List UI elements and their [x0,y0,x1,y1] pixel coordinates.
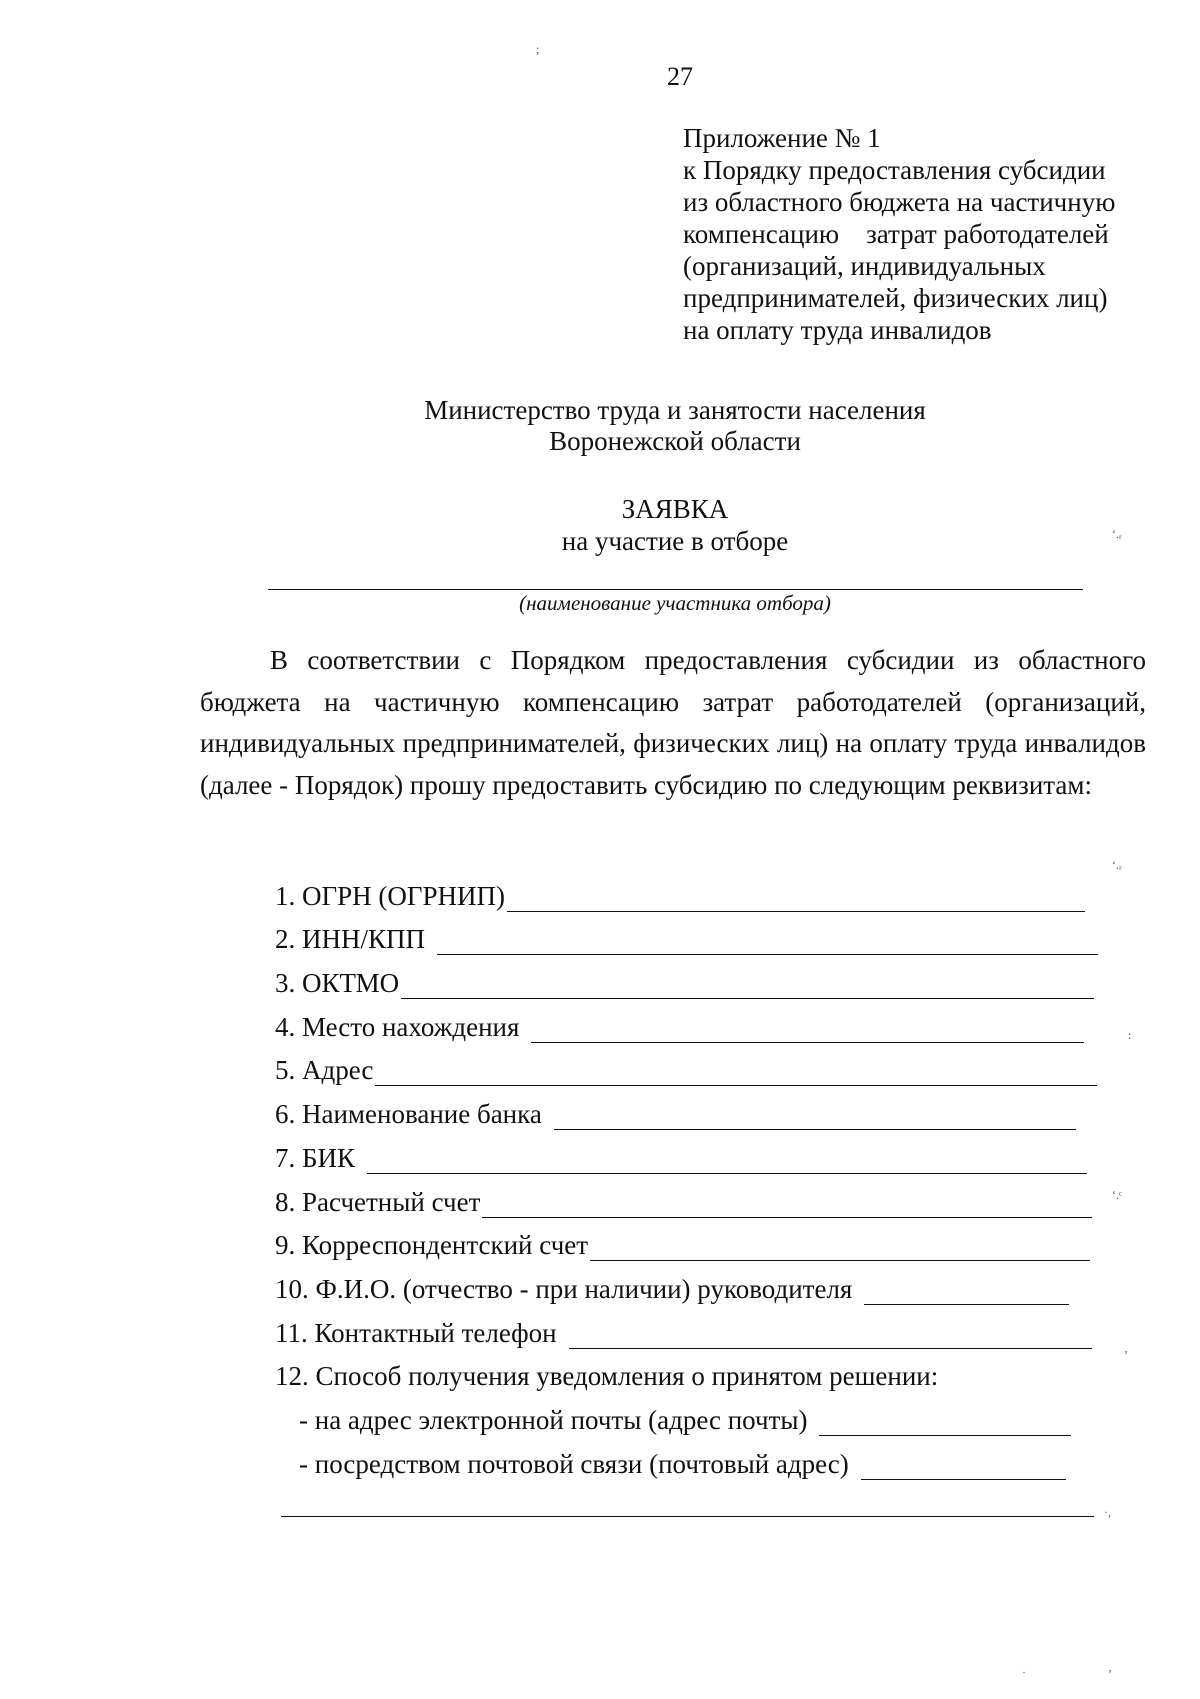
field-label: 1. ОГРН (ОГРНИП) [275,880,505,911]
field-label: 7. БИК [275,1142,356,1173]
field-input-line[interactable] [375,1057,1097,1086]
field-label: 6. Наименование банка [275,1099,542,1130]
field-label: 2. ИНН/КПП [275,924,426,955]
postal-address-continuation-line[interactable] [281,1516,1094,1517]
appendix-line: компенсацию затрат работодателей [683,219,1109,249]
scan-mark: · [1022,1665,1026,1679]
field-label: 5. Адрес [275,1055,374,1086]
field-ogrn [275,868,1115,912]
scan-mark: ʻ.ᵣ [1112,858,1122,872]
scan-mark: ·, [1104,1505,1111,1519]
document-title [0,493,1200,557]
field-input-line[interactable] [367,1145,1087,1174]
participant-name-caption: (наименование участника отбора) [519,591,831,615]
field-label: 9. Корреспондентский счет [275,1230,589,1261]
field-label: 8. Расчетный счет [275,1186,481,1217]
field-notification-method [275,1349,1115,1393]
field-input-line[interactable] [569,1320,1092,1349]
field-label: - на адрес электронной почты (адрес почты) [299,1404,808,1435]
field-notify-email [275,1392,1115,1436]
field-label: 12. Способ получения уведомления о принятом решении: [275,1361,939,1392]
field-label: 4. Место нахождения [275,1011,520,1042]
participant-name-line[interactable] [268,589,1083,590]
scan-mark: : [1128,1028,1132,1042]
appendix-line: (организаций, индивидуальных [683,251,1046,281]
scan-mark: ʼ [1124,1348,1128,1362]
appendix-block [683,122,1115,346]
field-label: 11. Контактный телефон [275,1317,557,1348]
field-input-line[interactable] [554,1101,1076,1130]
field-label: 3. ОКТМО [275,968,400,999]
field-input-line[interactable] [482,1189,1092,1218]
field-input-line[interactable] [531,1014,1084,1043]
ministry-line: Воронежской области [549,426,801,456]
appendix-line: Приложение № 1 [683,123,881,153]
scan-mark: ʻ.ᵣ [1112,527,1122,541]
field-location [275,999,1115,1043]
field-input-line[interactable] [437,926,1098,955]
appendix-line: на оплату труда инвалидов [683,315,992,345]
scan-mark: ʻ.ᶜ [1112,1188,1123,1202]
field-correspondent-account [275,1218,1115,1262]
requisites-list [275,868,1115,1480]
ministry-name [0,395,1200,457]
appendix-line: к Порядку предоставления субсидии [683,155,1106,185]
ministry-line: Министерство труда и занятости населения [424,395,926,425]
field-notify-post [275,1436,1115,1480]
field-bik [275,1130,1115,1174]
appendix-line: из областного бюджета на частичную [683,187,1116,217]
field-oktmo [275,955,1115,999]
field-inn-kpp [275,912,1115,956]
field-contact-phone [275,1305,1115,1349]
appendix-line: предпринимателей, физических лиц) [683,283,1108,313]
title-main: ЗАЯВКА [621,494,729,524]
page-number: 27 [667,62,693,91]
field-input-line[interactable] [864,1276,1069,1305]
scan-mark: ; [536,42,540,56]
field-input-line[interactable] [819,1407,1071,1436]
title-subtitle: на участие в отборе [561,526,789,556]
field-director-name [275,1261,1115,1305]
scan-mark: ʼ [1108,1667,1112,1681]
field-label: 10. Ф.И.О. (отчество - при наличии) руководителя [275,1273,853,1304]
field-input-line[interactable] [861,1451,1066,1480]
field-bank-name [275,1086,1115,1130]
field-input-line[interactable] [507,883,1085,912]
field-input-line[interactable] [590,1232,1090,1261]
intro-paragraph: В соответствии с Порядком предоставления субсидии из областного бюджета на частичную компенсацию затрат работодателей (организаций, индивидуальных предпринимателей, физических лиц) на оплату труда инвалидов (далее - Порядок) прошу предоставить субсидию по следующим реквизитам: [200,645,1146,800]
field-label: - посредством почтовой связи (почтовый адрес) [299,1448,849,1479]
field-input-line[interactable] [401,970,1094,999]
field-settlement-account [275,1174,1115,1218]
field-address [275,1043,1115,1087]
